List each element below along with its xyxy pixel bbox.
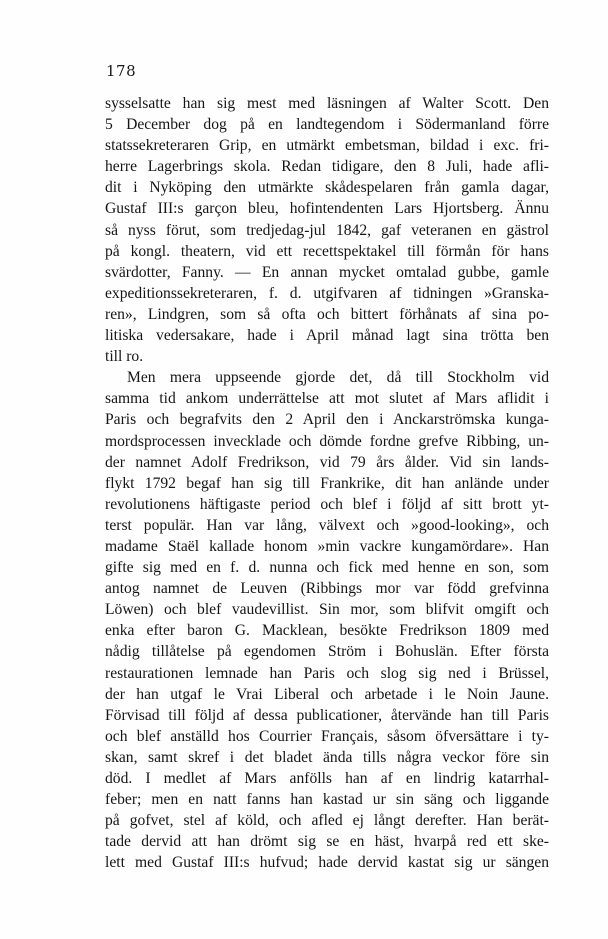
text-line: Men mera uppseende gjorde det, då till Stockholm vid bbox=[127, 369, 549, 387]
text-line: nådig tillåtelse på egendomen Ström i Bohuslän. Efter första bbox=[105, 643, 549, 661]
text-line: enka efter baron G. Macklean, besökte Fredrikson 1809 med bbox=[105, 622, 549, 640]
text-line: herre Lagerbrings skola. Redan tidigare, den 8 Juli, hade afli- bbox=[105, 158, 549, 176]
text-line: terst populär. Han var lång, välvext och »good-looking», och bbox=[105, 516, 549, 534]
text-line: på kongl. theatern, vid ett recettspektakel till förmån för hans bbox=[105, 242, 549, 260]
paragraph bbox=[105, 93, 549, 367]
paragraph bbox=[105, 367, 549, 873]
text-line: dit i Nyköping den utmärkte skådespelaren från gamla dagar, bbox=[105, 179, 549, 197]
text-line: der namnet Adolf Fredrikson, vid 79 års ålder. Vid sin lands- bbox=[105, 453, 549, 471]
text-line: samma tid ankom underrättelse att mot slutet af Mars aflidit i bbox=[105, 390, 549, 408]
text-line: svärdotter, Fanny. — En annan mycket omtalad gubbe, gamle bbox=[105, 263, 549, 281]
text-line: Förvisad till följd af dessa publicationer, återvände han till Paris bbox=[105, 706, 549, 724]
text-line: mordsprocessen invecklade och dömde fordne grefve Ribbing, un- bbox=[105, 432, 549, 450]
text-line: död. I medlet af Mars anfölls han af en lindrig katarrhal- bbox=[105, 770, 549, 787]
text-line: madame Staël kallade honom »min vackre kungamördare». Han bbox=[105, 537, 549, 555]
text-line: och blef anställd hos Courrier Français, såsom öfversättare i ty- bbox=[105, 727, 549, 745]
body-text bbox=[105, 93, 549, 873]
text-line: flykt 1792 begaf han sig till Frankrike, dit han anlände under bbox=[105, 474, 549, 492]
text-line: Gustaf III:s garçon bleu, hofintendenten Lars Hjortsberg. Ännu bbox=[105, 200, 549, 218]
text-line: skan, samt skref i det bladet ända tills några veckor före sin bbox=[105, 748, 549, 766]
text-line: gifte sig med en f. d. nunna och fick med henne en son, som bbox=[105, 559, 549, 577]
text-line: på gofvet, stel af köld, och afled ej långt derefter. Han berät- bbox=[105, 812, 549, 830]
text-line: Löwen) och blef vaudevillist. Sin mor, som blifvit omgift och bbox=[105, 601, 549, 619]
text-line: der han utgaf le Vrai Liberal och arbetade i le Noin Jaune. bbox=[105, 685, 549, 703]
text-line: statssekreteraren Grip, en utmärkt embetsman, bildad i exc. fri- bbox=[105, 137, 549, 155]
text-line: så nyss förut, som tredjedag-jul 1842, gaf veteranen en gästrol bbox=[105, 221, 549, 239]
page-number: 178 bbox=[106, 62, 137, 80]
text-line: ren», Lindgren, som så ofta och bittert förhånats af sina po- bbox=[105, 305, 549, 323]
text-line: sysselsatte han sig mest med läsningen af Walter Scott. Den bbox=[105, 95, 549, 112]
text-line: revolutionens häftigaste period och blef i följd af sitt brott yt- bbox=[105, 495, 549, 513]
text-line: tade dervid att han drömt sig se en häst, hvarpå red ett ske- bbox=[105, 833, 549, 851]
text-line: restaurationen lemnade han Paris och slog sig ned i Brüssel, bbox=[105, 664, 549, 682]
text-line: litiska vedersakare, hade i April månad lagt sina trötta ben bbox=[105, 327, 549, 345]
text-line: till ro. bbox=[105, 348, 144, 366]
text-line: lett med Gustaf III:s hufvud; hade dervid kastat sig ur sängen bbox=[105, 854, 549, 872]
text-line: expeditionssekreteraren, f. d. utgifvaren af tidningen »Granska- bbox=[105, 284, 549, 302]
text-line: Paris och begrafvits den 2 April den i Anckarströmska kunga- bbox=[105, 411, 549, 429]
text-line: feber; men en natt fanns han kastad ur sin säng och liggande bbox=[105, 791, 549, 809]
text-line: 5 December dog på en landtegendom i Södermanland förre bbox=[105, 116, 549, 134]
text-line: antog namnet de Leuven (Ribbings mor var född grefvinna bbox=[105, 580, 549, 598]
